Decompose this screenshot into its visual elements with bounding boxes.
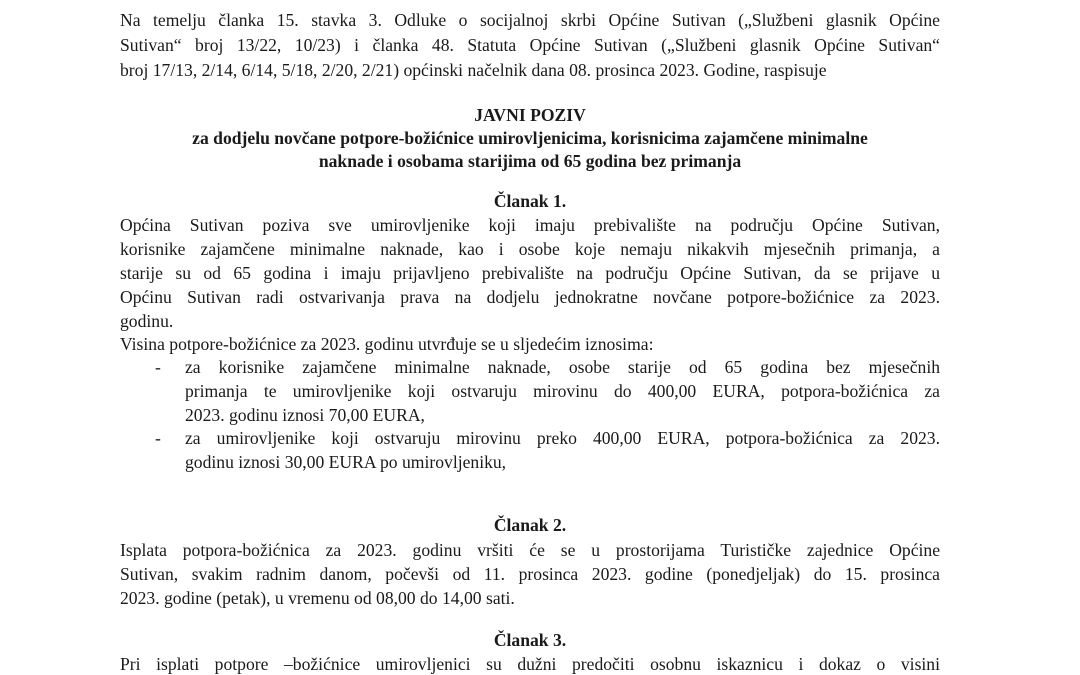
- intro-line-1: Na temelju članka 15. stavka 3. Odluke o socijalnoj skrbi Općine Sutivan („Službeni glasnik Općine: [120, 10, 940, 30]
- bullet-1-line-2: primanja te umirovljenike koji ostvaruju mirovinu do 400,00 EURA, potpora-božićnica za: [185, 381, 940, 401]
- article-1-line-4: Općinu Sutivan radi ostvarivanja prava na dodjelu jednokratne novčane potpore-božićnice za 2023.: [120, 287, 940, 307]
- article-3-line-1: Pri isplati potpore –božićnice umirovljenici su dužni predočiti osobnu iskaznicu i dokaz o visini: [120, 654, 940, 674]
- article-3-heading: Članak 3.: [493, 630, 567, 650]
- document-subtitle-line-2: naknade i osobama starijima od 65 godina bez primanja: [318, 151, 742, 171]
- bullet-1-line-1: za korisnike zajamčene minimalne naknade, osobe starije od 65 godina bez mjesečnih: [185, 357, 940, 377]
- document-subtitle-line-1: za dodjelu novčane potpore-božićnice umirovljenicima, korisnicima zajamčene minimalne: [192, 128, 868, 148]
- article-2-heading: Članak 2.: [493, 515, 567, 535]
- article-2-line-3: 2023. godine (petak), u vremenu od 08,00 do 14,00 sati.: [120, 588, 515, 608]
- document-title: JAVNI POZIV: [474, 105, 586, 125]
- intro-line-3: broj 17/13, 2/14, 6/14, 5/18, 2/20, 2/21) općinski načelnik dana 08. prosinca 2023. Godine, raspisuje: [120, 60, 827, 80]
- bullet-2-line-2: godinu iznosi 30,00 EURA po umirovljeniku,: [185, 452, 507, 472]
- intro-line-2: Sutivan“ broj 13/22, 10/23) i članka 48. Statuta Općine Sutivan („Službeni glasnik Općine Sutivan“: [120, 35, 940, 55]
- bullet-1-line-3: 2023. godinu iznosi 70,00 EURA,: [185, 405, 425, 425]
- article-1-line-2: korisnike zajamčene minimalne naknade, kao i osobe koje nemaju nikakvih mjesečnih primanja, a: [120, 239, 940, 259]
- bullet-marker: -: [155, 357, 161, 377]
- article-1-line-1: Općina Sutivan poziva sve umirovljenike koji imaju prebivalište na području Općine Sutivan,: [120, 215, 940, 235]
- bullet-2-line-1: za umirovljenike koji ostvaruju mirovinu preko 400,00 EURA, potpora-božićnica za 2023.: [185, 428, 940, 448]
- article-1-heading: Članak 1.: [493, 191, 567, 211]
- article-1-line-3: starije su od 65 godina i imaju prijavljeno prebivalište na području Općine Sutivan, da se prijave u: [120, 263, 940, 283]
- article-1-line-5: godinu.: [120, 311, 174, 331]
- amounts-intro: Visina potpore-božićnice za 2023. godinu utvrđuje se u sljedećim iznosima:: [120, 334, 654, 354]
- article-2-line-1: Isplata potpora-božićnica za 2023. godinu vršiti će se u prostorijama Turističke zajednice Općine: [120, 540, 940, 560]
- article-2-line-2: Sutivan, svakim radnim danom, počevši od 11. prosinca 2023. godine (ponedjeljak) do 15. prosinca: [120, 564, 940, 584]
- bullet-marker: -: [155, 428, 161, 448]
